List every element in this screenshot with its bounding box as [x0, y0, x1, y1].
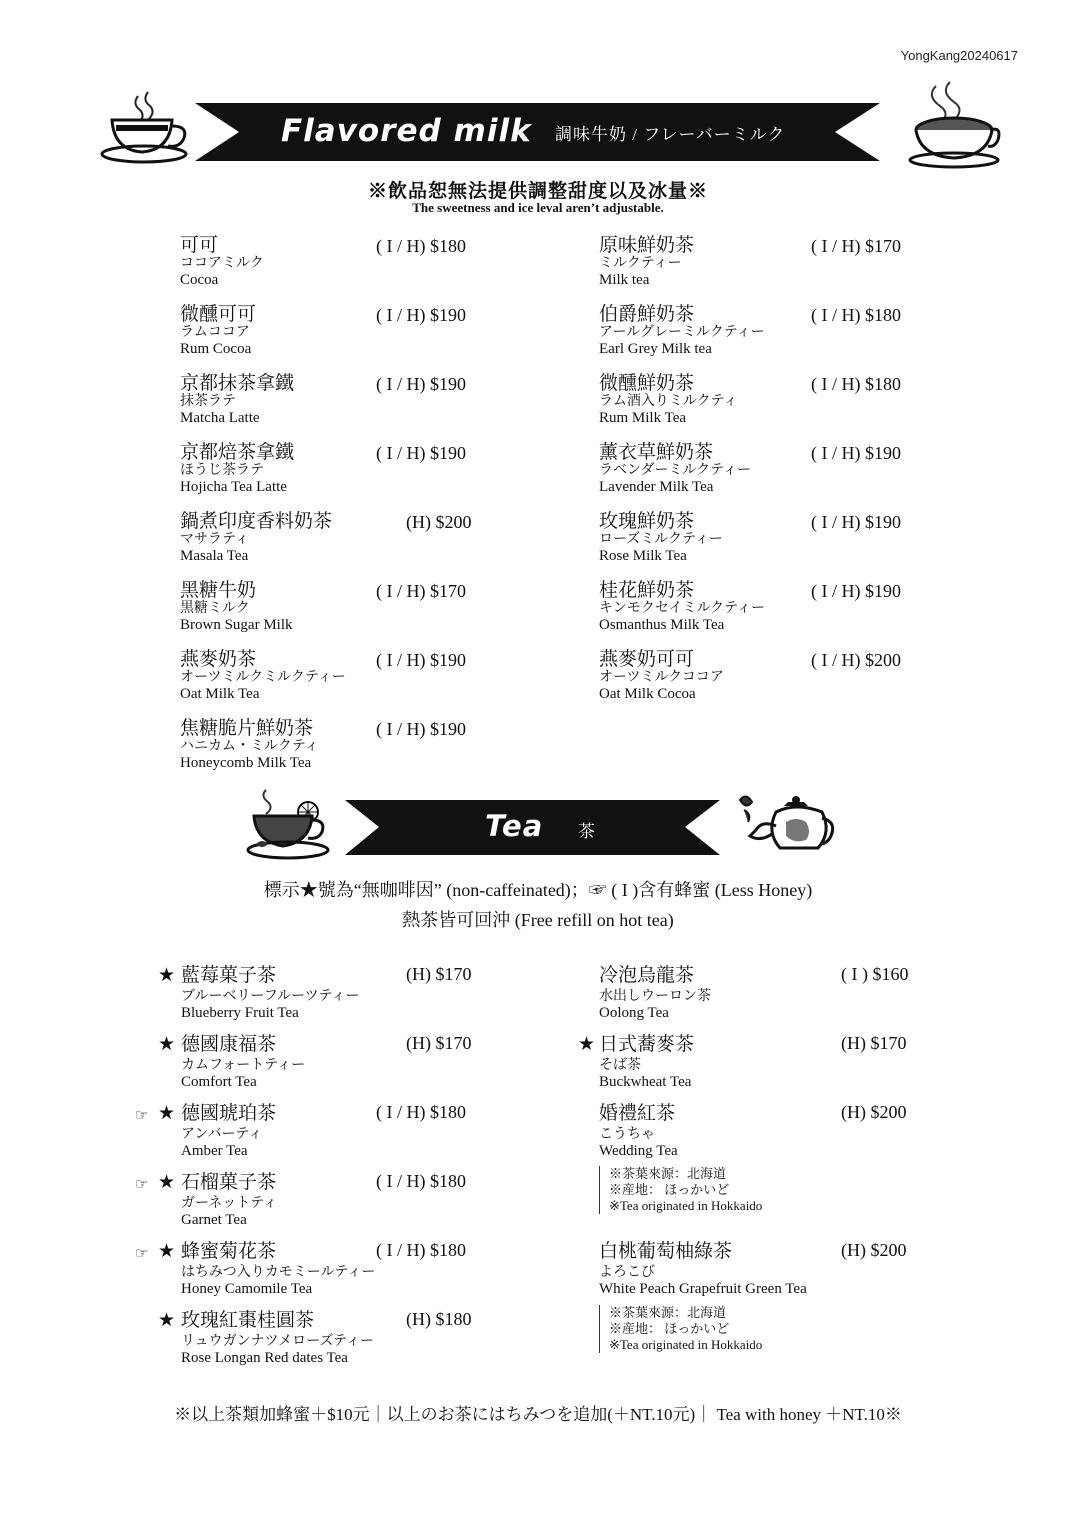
- item-name-zh: 原味鮮奶茶: [599, 235, 695, 256]
- item-price: (H) $200: [841, 1240, 907, 1260]
- item-name-zh: 可可: [180, 235, 219, 256]
- item-name-jp: リュウガンナツメローズティー: [181, 1334, 375, 1349]
- pointing-hand-icon: ☞: [135, 1108, 149, 1124]
- item-price: ( I / H) $180: [376, 1171, 466, 1191]
- item-price: ( I / H) $180: [376, 236, 466, 256]
- item-name-jp: アールグレーミルクティー: [599, 325, 765, 340]
- origin-line: ※Tea originated in Hokkaido: [609, 1337, 763, 1352]
- item-name-en: Blueberry Fruit Tea: [181, 1005, 299, 1021]
- item-name-jp: ほうじ茶ラテ: [180, 463, 264, 478]
- star-icon: ★: [158, 965, 176, 986]
- item-name-zh: 燕麥奶可可: [599, 649, 695, 670]
- item-name-zh: 白桃葡萄柚綠茶: [599, 1241, 733, 1262]
- menu-code: YongKang20240617: [900, 48, 1018, 63]
- item-name-jp: はちみつ入りカモミールティー: [181, 1265, 376, 1280]
- star-icon: ★: [158, 1172, 176, 1193]
- origin-line: ※産地： ほっかいど: [609, 1182, 730, 1197]
- origin-note: [599, 1166, 762, 1214]
- item-name-en: Matcha Latte: [180, 410, 260, 426]
- item-price: ( I / H) $170: [376, 581, 466, 601]
- item-name-en: Oolong Tea: [599, 1005, 669, 1021]
- item-name-zh: 玫瑰鮮奶茶: [599, 511, 695, 532]
- item-name-en: Comfort Tea: [181, 1074, 257, 1090]
- item-price: ( I / H) $190: [811, 443, 901, 463]
- item-name-jp: カムフォートティー: [181, 1058, 306, 1073]
- item-name-jp: ブルーベリーフルーツティー: [181, 989, 360, 1004]
- item-name-zh: 德國琥珀茶: [181, 1103, 277, 1124]
- item-name-zh: 燕麥奶茶: [180, 649, 257, 670]
- item-name-en: Garnet Tea: [181, 1212, 247, 1228]
- tea-banner: [345, 800, 720, 855]
- item-price: (H) $170: [406, 964, 472, 984]
- item-name-zh: 微醺可可: [180, 304, 257, 325]
- item-name-en: Honeycomb Milk Tea: [180, 755, 312, 771]
- item-name-zh: 德國康福茶: [181, 1034, 277, 1055]
- item-price: (H) $170: [406, 1033, 472, 1053]
- item-price: ( I / H) $200: [811, 650, 901, 670]
- item-price: ( I / H) $180: [376, 1240, 466, 1260]
- item-name-jp: こうちゃ: [599, 1127, 655, 1142]
- item-name-jp: ミルクティー: [599, 256, 682, 271]
- origin-note: [599, 1305, 762, 1353]
- section-title: Tea: [485, 809, 544, 843]
- item-name-jp: そば茶: [599, 1058, 641, 1073]
- item-name-jp: よろこび: [599, 1265, 655, 1280]
- tea-legend-note: 標示★號為“無咖啡因” (non-caffeinated)；☞ ( I )含有蜂蜜 (Less Honey): [263, 880, 813, 900]
- item-price: ( I / H) $180: [376, 1102, 466, 1122]
- item-name-jp: オーツミルクココア: [599, 670, 724, 685]
- item-price: ( I / H) $190: [376, 650, 466, 670]
- item-name-en: Buckwheat Tea: [599, 1074, 692, 1090]
- item-name-en: Earl Grey Milk tea: [599, 341, 712, 357]
- item-name-jp: ハニカム・ミルクティ: [180, 739, 319, 754]
- item-price: ( I / H) $190: [376, 443, 466, 463]
- item-price: ( I / H) $170: [811, 236, 901, 256]
- item-name-en: Cocoa: [180, 272, 219, 288]
- item-name-jp: ガーネットティ: [181, 1196, 278, 1211]
- item-name-en: Hojicha Tea Latte: [180, 479, 287, 495]
- star-icon: ★: [158, 1034, 176, 1055]
- item-name-jp: アンバーティ: [181, 1127, 263, 1142]
- origin-line: ※茶葉來源：北海道: [609, 1305, 727, 1320]
- steaming-cup-icon: [906, 80, 1002, 170]
- item-name-jp: キンモクセイミルクティー: [599, 601, 766, 616]
- notice-zh: ※飲品恕無法提供調整甜度以及冰量※: [367, 181, 708, 202]
- item-name-en: Wedding Tea: [599, 1143, 678, 1159]
- item-name-jp: 黒糖ミルク: [180, 601, 250, 616]
- star-icon: ★: [578, 1034, 596, 1055]
- item-name-en: Rose Longan Red dates Tea: [181, 1350, 348, 1366]
- item-name-en: Amber Tea: [181, 1143, 248, 1159]
- item-name-zh: 焦糖脆片鮮奶茶: [180, 718, 314, 739]
- item-name-jp: ラム酒入りミルクティ: [599, 394, 738, 409]
- item-name-zh: 藍莓菓子茶: [181, 965, 277, 986]
- item-name-zh: 石榴菓子茶: [181, 1172, 277, 1193]
- item-name-jp: 水出しウーロン茶: [599, 989, 711, 1004]
- item-name-zh: 微醺鮮奶茶: [599, 373, 695, 394]
- item-price: (H) $200: [406, 512, 472, 532]
- item-name-zh: 桂花鮮奶茶: [599, 580, 695, 601]
- pointing-hand-icon: ☞: [135, 1246, 149, 1262]
- item-name-en: Oat Milk Tea: [180, 686, 260, 702]
- item-name-jp: 抹茶ラテ: [180, 394, 236, 409]
- coffee-cup-icon: [100, 88, 190, 168]
- item-name-zh: 京都抹茶拿鐵: [180, 373, 295, 394]
- item-name-en: Rum Cocoa: [180, 341, 252, 357]
- notice-en: The sweetness and ice leval aren’t adjustable.: [412, 200, 664, 215]
- section-subtitle: 茶: [578, 822, 596, 841]
- origin-line: ※産地： ほっかいど: [609, 1321, 730, 1336]
- star-icon: ★: [158, 1310, 176, 1331]
- section-subtitle: 調味牛奶 / フレーバーミルク: [555, 125, 786, 144]
- item-price: (H) $170: [841, 1033, 907, 1053]
- item-name-zh: 鍋煮印度香料奶茶: [180, 511, 333, 532]
- item-name-en: Milk tea: [599, 272, 650, 288]
- item-price: ( I / H) $190: [811, 512, 901, 532]
- star-icon: ★: [158, 1103, 176, 1124]
- item-name-jp: マサラティ: [180, 532, 249, 547]
- section-title: Flavored milk: [281, 113, 532, 149]
- item-name-jp: ココアミルク: [180, 256, 264, 271]
- item-name-en: Oat Milk Cocoa: [599, 686, 696, 702]
- item-name-en: White Peach Grapefruit Green Tea: [599, 1281, 807, 1297]
- item-name-zh: 婚禮紅茶: [599, 1103, 676, 1124]
- flavored-milk-banner: [195, 103, 880, 161]
- item-name-jp: ラベンダーミルクティー: [599, 463, 752, 478]
- origin-line: ※Tea originated in Hokkaido: [609, 1198, 763, 1213]
- item-name-en: Rum Milk Tea: [599, 410, 687, 426]
- item-price: (H) $200: [841, 1102, 907, 1122]
- teapot-icon: [736, 790, 840, 860]
- item-name-zh: 蜂蜜菊花茶: [181, 1241, 277, 1262]
- item-name-jp: オーツミルクミルクティー: [180, 670, 346, 685]
- item-name-zh: 京都焙茶拿鐵: [180, 442, 295, 463]
- item-name-en: Lavender Milk Tea: [599, 479, 714, 495]
- origin-line: ※茶葉來源：北海道: [609, 1166, 727, 1181]
- footer-honey-note: ※以上茶類加蜂蜜＋$10元｜以上のお茶にはちみつを追加(＋NT.10元)｜ Tea with honey ＋NT.10※: [174, 1405, 902, 1424]
- pointing-hand-icon: ☞: [135, 1177, 149, 1193]
- item-name-en: Osmanthus Milk Tea: [599, 617, 725, 633]
- item-price: ( I / H) $180: [811, 305, 901, 325]
- item-name-zh: 玫瑰紅棗桂圓茶: [181, 1310, 315, 1331]
- item-name-en: Masala Tea: [180, 548, 249, 564]
- item-name-jp: ローズミルクティー: [599, 532, 723, 547]
- item-name-zh: 黑糖牛奶: [180, 580, 257, 601]
- item-price: ( I / H) $180: [811, 374, 901, 394]
- item-price: ( I / H) $190: [376, 305, 466, 325]
- item-price: (H) $180: [406, 1309, 472, 1329]
- item-name-en: Brown Sugar Milk: [180, 617, 293, 633]
- item-price: ( I ) $160: [841, 964, 909, 984]
- item-name-jp: ラムココア: [180, 325, 250, 340]
- item-name-zh: 薰衣草鮮奶茶: [599, 442, 714, 463]
- tea-cup-icon: [246, 786, 332, 866]
- item-price: ( I / H) $190: [811, 581, 901, 601]
- item-name-zh: 冷泡烏龍茶: [599, 965, 695, 986]
- item-price: ( I / H) $190: [376, 374, 466, 394]
- item-name-zh: 伯爵鮮奶茶: [599, 304, 695, 325]
- item-name-en: Rose Milk Tea: [599, 548, 687, 564]
- item-name-en: Honey Camomile Tea: [181, 1281, 313, 1297]
- item-name-zh: 日式蕎麥茶: [599, 1034, 695, 1055]
- star-icon: ★: [158, 1241, 176, 1262]
- tea-refill-note: 熱茶皆可回沖 (Free refill on hot tea): [402, 910, 674, 930]
- item-price: ( I / H) $190: [376, 719, 466, 739]
